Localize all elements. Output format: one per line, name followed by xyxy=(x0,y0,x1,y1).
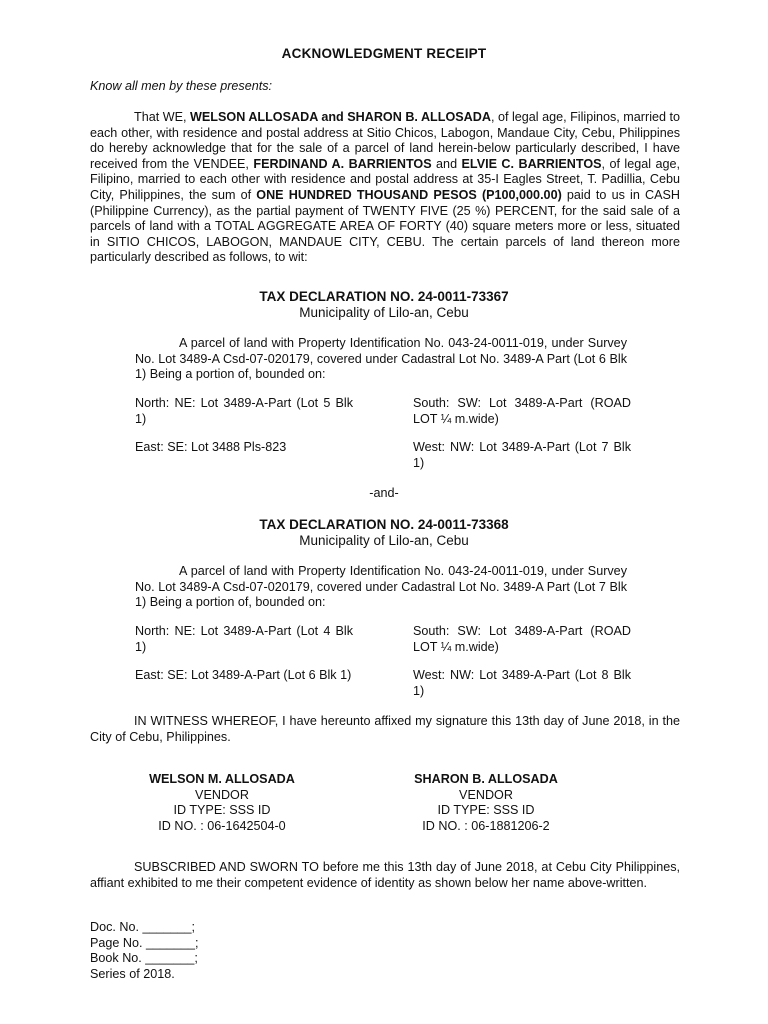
parcel-description-2 xyxy=(135,564,627,611)
municipality: Municipality of Lilo-an, Cebu xyxy=(299,532,469,548)
amount-text: ONE HUNDRED THOUSAND PESOS (P100,000.00) xyxy=(256,187,562,202)
boundary-south-2: South: SW: Lot 3489-A-Part (ROAD LOT ¼ m.wide) xyxy=(413,624,631,654)
book-no: Book No. _______; xyxy=(90,951,198,966)
parcel-description-1 xyxy=(135,336,627,383)
subscribed-paragraph xyxy=(90,860,680,891)
para-text-2: , of legal age, Filipinos, married to each other, with residence and postal address at Sitio Chicos, Labogon, Mandaue City, Cebu, Philippines do hereby acknowledge that for the sale of a parcel of land herein-below particularly described, I have received from the VENDEE, xyxy=(90,110,681,171)
tax-declaration-number: TAX DECLARATION NO. 24-0011-73368 xyxy=(259,517,509,532)
boundary-east-1: East: SE: Lot 3488 Pls-823 xyxy=(135,440,287,454)
boundary-west-1: West: NW: Lot 3489-A-Part (Lot 7 Blk 1) xyxy=(413,440,631,470)
municipality: Municipality of Lilo-an, Cebu xyxy=(299,304,469,320)
vendee-name-1: FERDINAND A. BARRIENTOS xyxy=(253,156,432,171)
subscribed-text: SUBSCRIBED AND SWORN TO before me this 13th day of June 2018, at Cebu City Philippines, affiant exhibited to me their competent evidence of identity as shown below her name above-written. xyxy=(90,860,680,890)
witness-text: IN WITNESS WHEREOF, I have hereunto affixed my signature this 13th day of June 2018, in the City of Cebu, Philippines. xyxy=(90,714,680,744)
separator-and: -and- xyxy=(369,486,399,500)
vendor-names: WELSON ALLOSADA and SHARON B. ALLOSADA xyxy=(190,110,491,124)
witness-paragraph xyxy=(90,714,680,745)
tax-declaration-2-header xyxy=(0,517,768,548)
signatory-id-no: ID NO. : 06-1881206-2 xyxy=(422,818,550,833)
intro-line: Know all men by these presents: xyxy=(90,79,273,93)
series: Series of 2018. xyxy=(90,966,175,981)
signatory-name: SHARON B. ALLOSADA xyxy=(414,772,558,786)
para-text-5: paid to us in CASH (Philippine Currency), as the partial payment of TWENTY FIVE (25 %) PERCENT, for the said sale of a parcels of land with a TOTAL AGGREGATE AREA OF FORTY (40) square meters more or less, situated in SITIO CHICOS, LABOGON, MANDAUE CITY, CEBU. The certain parcels of land thereon more particularly described as follows, to wit: xyxy=(90,187,680,265)
boundary-north-2: North: NE: Lot 3489-A-Part (Lot 4 Blk 1) xyxy=(135,624,353,654)
acknowledgment-paragraph xyxy=(90,110,680,266)
page-no: Page No. _______; xyxy=(90,935,199,950)
para-text-4: , of legal age, Filipino, married to each other with residence and postal address at 35-I Eagles Street, T. Padillia, Cebu City, Philippines, the sum of xyxy=(90,156,680,202)
signatory-id-type: ID TYPE: SSS ID xyxy=(173,803,271,818)
signatory-vendor-1 xyxy=(122,772,322,834)
signatory-id-type: ID TYPE: SSS ID xyxy=(437,803,535,818)
vendee-name-2: ELVIE C. BARRIENTOS xyxy=(461,156,602,171)
signatory-name: WELSON M. ALLOSADA xyxy=(149,772,295,786)
parcel-description-text: A parcel of land with Property Identification No. 043-24-0011-019, under Survey No. Lot 3489-A Csd-07-020179, covered under Cadastral Lot No. 3489-A Part (Lot 6 Blk 1) Being a portion of, bounded on: xyxy=(135,336,627,382)
tax-declaration-number: TAX DECLARATION NO. 24-0011-73367 xyxy=(259,289,509,304)
document-title: ACKNOWLEDGMENT RECEIPT xyxy=(281,46,487,61)
para-text-1: That WE, xyxy=(134,110,191,124)
para-text-3: and xyxy=(431,156,462,171)
signatory-id-no: ID NO. : 06-1642504-0 xyxy=(158,818,286,833)
signatory-vendor-2 xyxy=(386,772,586,834)
boundary-north-1: North: NE: Lot 3489-A-Part (Lot 5 Blk 1) xyxy=(135,396,353,426)
signatory-role: VENDOR xyxy=(459,787,513,802)
boundary-south-1: South: SW: Lot 3489-A-Part (ROAD LOT ¼ m.wide) xyxy=(413,396,631,426)
parcel-description-text: A parcel of land with Property Identification No. 043-24-0011-019, under Survey No. Lot 3489-A Csd-07-020179, covered under Cadastral Lot No. 3489-A Part (Lot 7 Blk 1) Being a portion of, bounded on: xyxy=(135,564,627,610)
boundary-west-2: West: NW: Lot 3489-A-Part (Lot 8 Blk 1) xyxy=(413,668,631,698)
notary-block xyxy=(90,920,199,982)
signatory-role: VENDOR xyxy=(195,787,249,802)
boundary-east-2: East: SE: Lot 3489-A-Part (Lot 6 Blk 1) xyxy=(135,668,352,682)
tax-declaration-1-header xyxy=(0,289,768,320)
doc-no: Doc. No. _______; xyxy=(90,920,196,934)
